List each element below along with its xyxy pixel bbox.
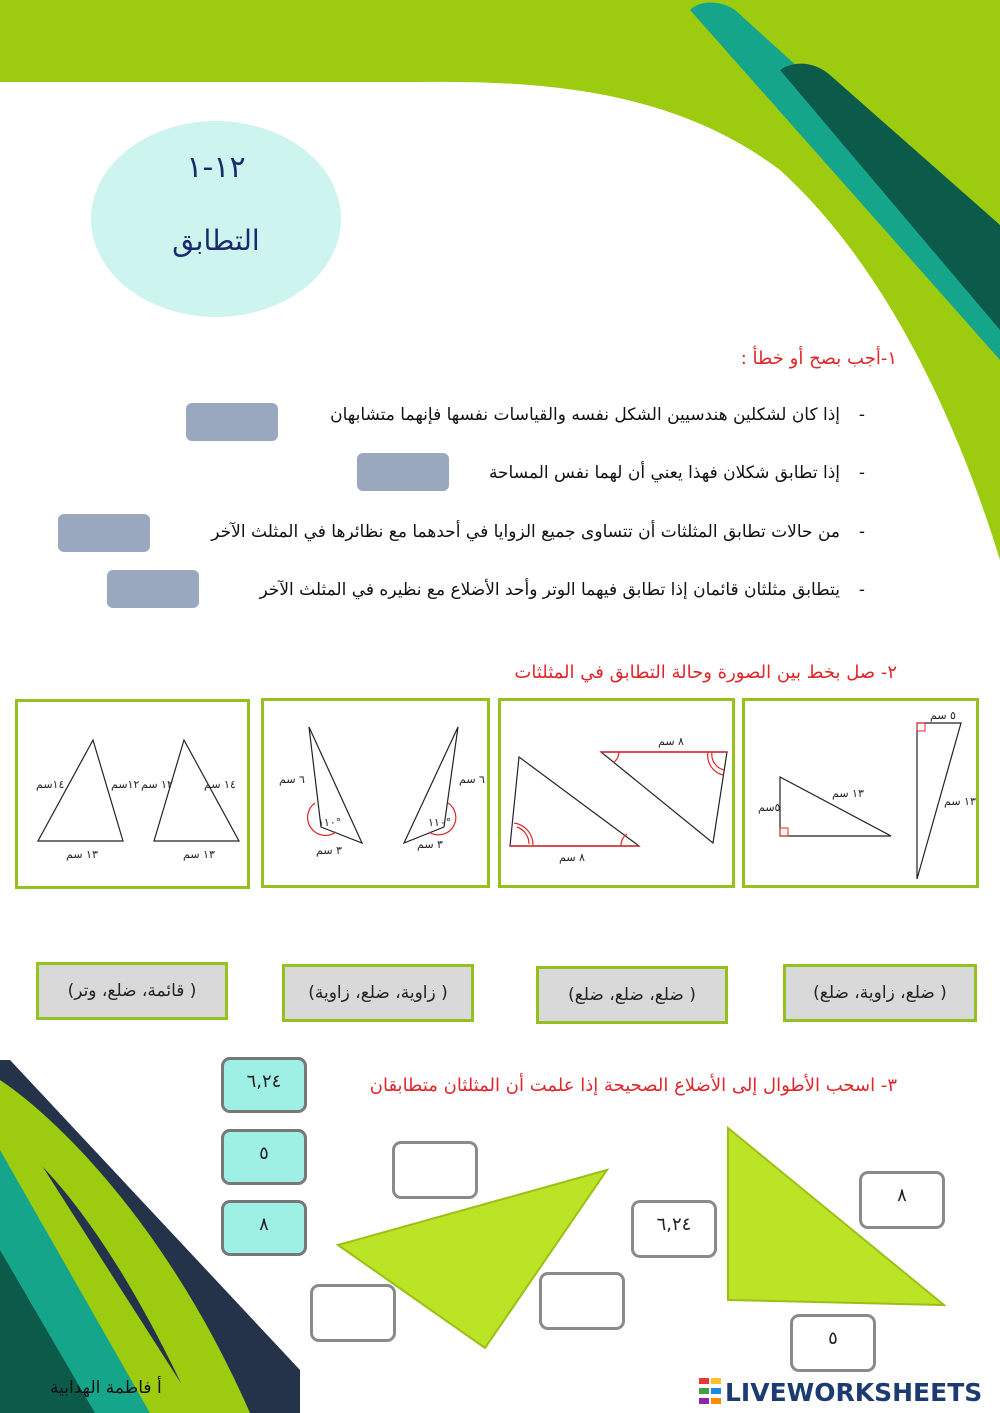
drop-slot-left[interactable] bbox=[310, 1284, 396, 1342]
label-sas-side-left: ٦ سم bbox=[279, 773, 305, 786]
panel-sss-triangles[interactable] bbox=[15, 699, 250, 889]
q1-answer-box-2[interactable] bbox=[357, 453, 449, 491]
label-rhs-hyp-left: ١٣ سم bbox=[832, 787, 864, 800]
q1-answer-box-4[interactable] bbox=[107, 570, 199, 608]
rhs-figure bbox=[745, 701, 976, 885]
given-top-label: ٨ bbox=[859, 1171, 945, 1229]
given-hyp-label: ٦,٢٤ bbox=[631, 1200, 717, 1258]
label-sas-base-left: ٣ سم bbox=[316, 844, 342, 857]
lesson-number: ١٢-١ bbox=[186, 150, 246, 185]
label-sas-angle-right: ١١٠° bbox=[428, 816, 452, 829]
drop-slot-top[interactable] bbox=[392, 1141, 478, 1199]
drag-chip-1[interactable]: ٦,٢٤ bbox=[221, 1057, 307, 1113]
bullet-dash: - bbox=[858, 405, 865, 425]
label-rhs-top: ٥ سم bbox=[930, 709, 956, 722]
label-asa-bottom: ٨ سم bbox=[559, 851, 585, 864]
liveworksheets-logo bbox=[699, 1375, 982, 1409]
drag-chip-3[interactable]: ٨ bbox=[221, 1200, 307, 1256]
choice-sas[interactable]: ( ضلع، زاوية، ضلع) bbox=[783, 964, 977, 1022]
brand-text: LIVEWORKSHEETS bbox=[725, 1377, 983, 1407]
choice-sss[interactable]: ( ضلع، ضلع، ضلع) bbox=[536, 966, 728, 1024]
choice-asa[interactable]: ( زاوية، ضلع، زاوية) bbox=[282, 964, 474, 1022]
label-sss-c: ١٣ سم bbox=[66, 848, 98, 861]
label-asa-top: ٨ سم bbox=[658, 735, 684, 748]
label-sss-b: ١٢سم bbox=[111, 778, 140, 791]
author-name: أ فاطمة الهدابية bbox=[50, 1378, 162, 1398]
q1-statement-3: من حالات تطابق المثلثات أن تتساوى جميع الزوايا في أحدهما مع نظائرها في المثلث الآخر bbox=[211, 522, 840, 542]
label-rhs-hyp-right: ١٣ سم bbox=[944, 795, 976, 808]
bullet-dash: - bbox=[858, 580, 865, 600]
choice-rhs[interactable]: ( قائمة، ضلع، وتر) bbox=[36, 962, 228, 1020]
label-sas-angle-left: ١١٠° bbox=[318, 816, 342, 829]
label-rhs-leg-left: ٥سم bbox=[758, 801, 781, 814]
q1-heading: ١-أجب بصح أو خطأ : bbox=[740, 348, 897, 369]
drag-chip-2[interactable]: ٥ bbox=[221, 1129, 307, 1185]
q3-heading: ٣- اسحب الأطوال إلى الأضلاع الصحيحة إذا علمت أن المثلثان متطابقان bbox=[369, 1075, 897, 1096]
label-sss-d: ١٤ سم bbox=[204, 778, 236, 791]
q1-statement-2: إذا تطابق شكلان فهذا يعني أن لهما نفس المساحة bbox=[488, 463, 840, 483]
q1-answer-box-1[interactable] bbox=[186, 403, 278, 441]
lesson-title: التطابق bbox=[172, 224, 260, 257]
label-sss-f: ١٣ سم bbox=[183, 848, 215, 861]
label-sas-side-right: ٦ سم bbox=[459, 773, 485, 786]
drop-slot-right[interactable] bbox=[539, 1272, 625, 1330]
q2-heading: ٢- صل بخط بين الصورة وحالة التطابق في المثلثات bbox=[514, 662, 897, 683]
brand-mark-icon bbox=[699, 1378, 721, 1406]
panel-sas-triangles[interactable] bbox=[261, 698, 490, 888]
sas-figure bbox=[264, 701, 487, 885]
given-bottom-label: ٥ bbox=[790, 1314, 876, 1372]
q1-answer-box-3[interactable] bbox=[58, 514, 150, 552]
sss-figure bbox=[18, 702, 247, 886]
label-sas-base-right: ٣ سم bbox=[417, 838, 443, 851]
panel-rhs-triangles[interactable] bbox=[742, 698, 979, 888]
q1-statement-4: يتطابق مثلثان قائمان إذا تطابق فيهما الوتر وأحد الأضلاع مع نظيره في المثلث الآخر bbox=[259, 580, 840, 600]
label-sss-a: ١٤سم bbox=[36, 778, 65, 791]
asa-figure bbox=[501, 701, 732, 885]
label-sss-e: ١٢ سم bbox=[141, 778, 173, 791]
bullet-dash: - bbox=[858, 522, 865, 542]
panel-asa-triangles[interactable] bbox=[498, 698, 735, 888]
bullet-dash: - bbox=[858, 463, 865, 483]
q1-statement-1: إذا كان لشكلين هندسيين الشكل نفسه والقياسات نفسها فإنهما متشابهان bbox=[330, 405, 840, 425]
